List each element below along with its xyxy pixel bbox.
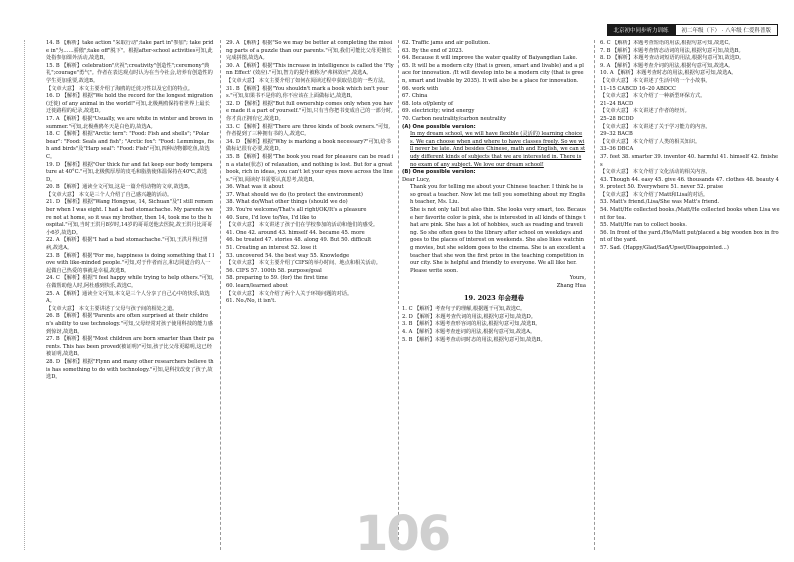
answer-item: 32. D 【解析】根据"But full ownership comes only when you have made it a part of yourself."可知,只有当你把书变成自己的一部分时,你才真正拥有它,故选D。	[226, 100, 393, 122]
answer-item: 25–28 BCDD	[600, 115, 634, 122]
answer-item: 20. B 【解析】通读全文可知,这是一篇介绍动物的文章,故选B。	[46, 184, 193, 191]
section-summary: 【文章大意】 本文讲述了生活中的一个小故事。	[600, 77, 711, 84]
answer-item: 10. A 【解析】本题考查时态的用法,根据句意可知,故选A。	[600, 70, 737, 77]
answer-item: 6. C 【解析】本题考查短语的用法,根据句意可知,故选C。	[600, 40, 734, 46]
answer-item: 53. uncovered 54. the best way 55. Knowledge	[226, 252, 350, 259]
answer-item: 66. work with	[402, 85, 439, 92]
section-summary: 【文章大意】 本文介绍了文化活动的相关内容。	[600, 169, 711, 176]
section-summary: 【文章大意】 本文讲述了孩子们在学校参加的活动和他们的感受。	[226, 222, 379, 229]
answer-item: 27. B 【解析】根据"Most children are born smarter than their parents. This has been proved(被证明)"可知,孩子比父母更聪明,这已经被证明,故选B。	[46, 336, 214, 358]
answer-item: 26. B 【解析】根据"Parents are often surprised at their children's ability to use technology."可知,父母经常对孩子使用科技的能力感到惊讶,故选B。	[46, 313, 213, 335]
column-1	[46, 40, 214, 550]
answer-item: 70. Carbon neutrality/carbon neutrality	[402, 115, 507, 122]
answer-item: 69. electricity; wind energy	[402, 108, 475, 115]
answer-item: 2. D 【解析】本题考查代词的用法,根据句意可知,故选D。	[402, 313, 536, 320]
binding-line	[24, 40, 25, 550]
answer-item: 46. be treated 47. stories 48. along 49. But 50. difficult	[226, 237, 372, 244]
section-title: 19. 2023 年会理卷	[464, 293, 524, 302]
answer-item: 65. It will be a modern city (that is green, smart and livable) and a place for innovation. /It will develop into be a modern city (that is green, smart and livable by 2035). It will also be a place for innovation.	[402, 62, 584, 84]
answer-item: 29. A 【解析】根据"So we may be better at completing the missing parts of a puzzle than our parents."可知,我们可能比父母更擅长完成拼图,故选A。	[226, 40, 393, 62]
column-divider	[594, 40, 595, 550]
letter-sign-off: Yours,	[569, 275, 586, 282]
column-3	[402, 40, 586, 550]
answer-item: 37. What should we do (to protect the environment)	[226, 191, 363, 198]
section-summary: 【文章大意】 本文主要介绍了海鸥的迁徙习性以及它们的特点。	[46, 85, 193, 92]
answer-item: 57. Sad. (Happy/Glad/Sad/Upset/Disappointed...)	[600, 245, 729, 252]
answer-item: 40. Sure, I'd love to/Yes, I'd like to	[226, 214, 317, 221]
answer-item: 58. preparing to 59. (for) the first time	[226, 275, 328, 282]
answer-item: 8. D 【解析】本题考查动词短语的用法,根据句意可知,故选D。	[600, 55, 745, 62]
column-divider	[220, 40, 221, 550]
answer-item: 11–15 CABCD 16–20 ABDCC	[600, 85, 676, 92]
section-summary: 【文章大意】 本文主要介绍了CIFS的举办时间、地点和相关活动。	[226, 260, 381, 267]
answer-item: 56. In front of the yard./He/Matt put/placed a big wooden box in front of the yard.	[600, 229, 779, 244]
answer-item: 25. A 【解析】通读全文可知,本文是三个人分享了自己心中的快乐,故选A。	[46, 290, 210, 305]
answer-item: 28. D 【解析】根据"Flynn and many other researchers believe this has something to do with technology."可知,是科技改变了孩子,故选D。	[46, 358, 214, 381]
section-summary: 【文章大意】 本文介绍了Matt和Lisa的对话。	[600, 191, 709, 198]
answer-item: 35. B 【解析】根据"The book you read for pleasure can be read in a state(状态) of relaxation, and nothing is lost. But for a great book, rich in ideas, you can't let your eyes move across the lines."可知,阅读好书需要认真思考,故选B。	[226, 153, 394, 183]
writing-version-a: In my dream school, we will have flexible (灵活的) learning choices. We can choose when and where to have classes freely. So we will never be late. And besides Chinese, math and English, we can study different kinds of subjects that we are interested in. There is no exam of any subject. We love our dream school!	[410, 131, 586, 168]
answer-item: 30. A 【解析】根据"This increase in intelligence is called the 'Flynn Effect' (效应)."可知,智力的提升被称为"弗林效应",故选A。	[226, 62, 394, 77]
column-divider	[398, 40, 399, 550]
header-right-label: 初二年级（下） · 八年级 仁爱科普版	[675, 24, 779, 36]
letter-paragraph: Thank you for telling me about your Chinese teacher. I think he is so great a teacher. Now let me tell you something about my English teacher, Ms. Liu.	[410, 184, 586, 206]
answer-item: 33. C 【解析】根据"There are three kinds of book owners."可知,作者提到了三种拥有书的人,故选C。	[226, 123, 391, 138]
answer-item: 53. Matt's friend./Lisa/She was Matt's friend.	[600, 199, 720, 206]
header-left-label: 北京初中同步听力训练	[607, 24, 674, 36]
letter-paragraph: She is not only tall but also thin. She looks very smart, too. Because her favorite color is pink, she is interested in all kinds of things that are pink. She has a lot of hobbies, such as reading and traveling. So she often goes to the library after school on weekdays and goes to the places of interest on weekends. She also likes watching movies, but she seldom goes to the cinema. She is an excellent a teacher that she won the first prize in the teaching competition in our city. She is helpful and friendly to everyone. We all like her.	[410, 207, 586, 267]
answer-item: 34. D 【解析】根据"Why is marking a book necessary?"可知,给书做标记很有必要,故选D。	[226, 138, 391, 153]
column-2	[226, 40, 394, 550]
writing-version-b-heading: (B) One possible version:	[402, 169, 476, 176]
answer-item: 4. A 【解析】本题考查连词的用法,根据句意可知,故选A。	[402, 328, 536, 335]
answer-item: 36. What was it about	[226, 184, 284, 191]
answer-item: 16. D 【解析】根据"We hold the record for the longest migration (迁徙) of any animal in the world!"可知,北极燕鸥保持着世界上最长迁徙路程的纪录,故选D。	[46, 93, 214, 115]
answer-item: 19. D 【解析】根据"Our thick fur and fat keep our body temperature at 40°C."可知,北极熊厚厚的皮毛和脂肪使体温保持在40℃,故选D。	[46, 161, 213, 183]
section-summary: 【文章大意】 本文讲述了关于学习能力的内容。	[600, 123, 711, 130]
answer-item: 60. learn/learned about	[226, 283, 288, 289]
answer-item: 15. B 【解析】celebration"庆祝";creativity"创造性";ceremony"典礼";courage"勇气"。作者在表达观点时认为在当今社会,培养有创造性的学生更加重要,故选B。	[46, 62, 213, 84]
answer-item: 56. CIFS 57. 100th 58. purpose/goal	[226, 267, 322, 274]
answer-item: 31. B 【解析】根据"You shouldn't mark a book which isn't yours."可知,如果书不是你的,你不应该在上面做标记,故选B。	[226, 85, 389, 100]
answer-item: 24. C 【解析】根据"I feel happy while trying to help others."可知,在做帮助他人时,阿杜感到快乐,故选C。	[46, 275, 214, 289]
answer-item: 3. B 【解析】本题考查形容词的用法,根据句意可知,故选B。	[402, 321, 541, 328]
answer-item: 55. Matt/He ran to collect books.	[600, 222, 687, 229]
section-summary: 【文章大意】 本文讲述了作者的经历。	[600, 108, 690, 115]
answer-item: 37. feet 38. smarter 39. inventor 40. harmful 41. himself 42. finishes	[600, 153, 779, 168]
writing-version-a-heading: (A) One possible version:	[402, 123, 476, 130]
binding-margin	[8, 40, 30, 550]
answer-item: 21. D 【解析】根据"Wang Hongyue, 14, Sichuan"及"I still remember when I was eight. I had a bad stomachache. My parents were not at home, so it was my brother, then 14, took me to the hospital."可知,当时王洪月8岁时,14岁的哥哥送他去医院,故王洪月比哥哥小6岁,故选D。	[46, 199, 214, 236]
answer-item: 14. B 【解析】take action "采取行动";take part in"参加"; take pride in"为……骄傲";take off"脱下"。根据after-school activities可知,此处指参加课外活动,故选B。	[46, 40, 214, 62]
section-summary: 【文章大意】 本文介绍了人类的相关知识。	[600, 138, 701, 145]
page-number: 106	[355, 506, 450, 562]
answer-item: 21–24 BACD	[600, 100, 634, 107]
answer-item: 22. A 【解析】根据"I had a bad stomachache."可知,王洪月得过胃病,故选A。	[46, 237, 208, 252]
letter-greeting: Dear Lucy,	[402, 176, 431, 183]
answer-item: 38. What do/What other things (should we do)	[226, 199, 348, 206]
answer-item: 51. Creating an interest 52. lose it	[226, 245, 317, 252]
section-summary: 【文章大意】 本文介绍了一种新型环保方式。	[600, 93, 706, 100]
answer-item: 39. You're welcome/That's all right/OK/It's a pleasure	[226, 207, 367, 214]
answer-item: 62. Traffic jams and air pollution.	[402, 40, 491, 46]
answer-item: 68. lots of/plenty of	[402, 100, 453, 107]
section-summary: 【文章大意】 本文介绍了两个人关于环境问题的对话。	[226, 290, 353, 297]
answer-item: 18. C 【解析】根据"Arctic tern": "Food: Fish and shells"; "Polar bear": "Food: Seals and fish"; "Arctic fox": "Food: Lemmings, fish and birds"及"Harp seal": "Food: Fish"可知,四种动物都吃鱼,故选C。	[46, 131, 214, 160]
answer-item: 43. Though 44. easy 45. give 46. thousands 47. clothes 48. beauty 49. protect 50. Everywhere 51. never 52. praise	[600, 176, 779, 191]
answer-item: 23. B 【解析】根据"For me, happiness is doing something that I love with like-minded people."可知,对于作者而言,和志同道合的人一起做自己热爱的事就是幸福,故选B。	[46, 252, 214, 274]
answer-item: 63. By the end of 2023.	[402, 47, 464, 54]
letter-closing: Please write soon.	[410, 267, 458, 274]
page-header	[607, 24, 778, 36]
letter-signature: Zhang Hua	[556, 283, 586, 289]
section-summary: 【文章大意】 本文主要讲述了父母与孩子间的相处之道。	[46, 305, 178, 312]
answer-item: 1. C 【解析】考查句子的理解,根据题干可知,故选C。	[402, 306, 526, 313]
answer-item: 61. No./No, it isn't.	[226, 298, 277, 305]
answer-item: 67. China	[402, 93, 428, 100]
answer-item: 5. B 【解析】本题考查动词时态的用法,根据句意可知,故选B。	[402, 336, 546, 343]
answer-item: 54. Matt/He collected books./Matt/He collected books when Lisa went for tea.	[600, 207, 780, 221]
answer-item: 29–32 BACB	[600, 131, 633, 138]
section-summary: 【文章大意】 本文主要介绍了如何在阅读过程中获取信息的一些方法。	[226, 77, 389, 84]
answer-item: 9. A 【解析】本题考查介词的用法,根据句意可知,故选A。	[600, 62, 734, 69]
section-summary: 【文章大意】 本文是三个人介绍了自己感兴趣的活动。	[46, 191, 173, 198]
answer-item: 33–36 DBCA	[600, 146, 634, 153]
column-4	[600, 40, 780, 550]
answer-item: 17. A 【解析】根据"Usually, we are white in winter and brown in summer."可知,北极燕鸥冬天是白色的,故选A。	[46, 115, 213, 130]
answer-item: 41. One 42. around 43. himself 44. became 45. more	[226, 229, 365, 236]
answer-item: 7. B 【解析】本题考查情态动词的用法,根据句意可知,故选B。	[600, 47, 744, 54]
answer-item: 64. Because it will improve the water quality of Baiyangdian Lake.	[402, 55, 578, 62]
